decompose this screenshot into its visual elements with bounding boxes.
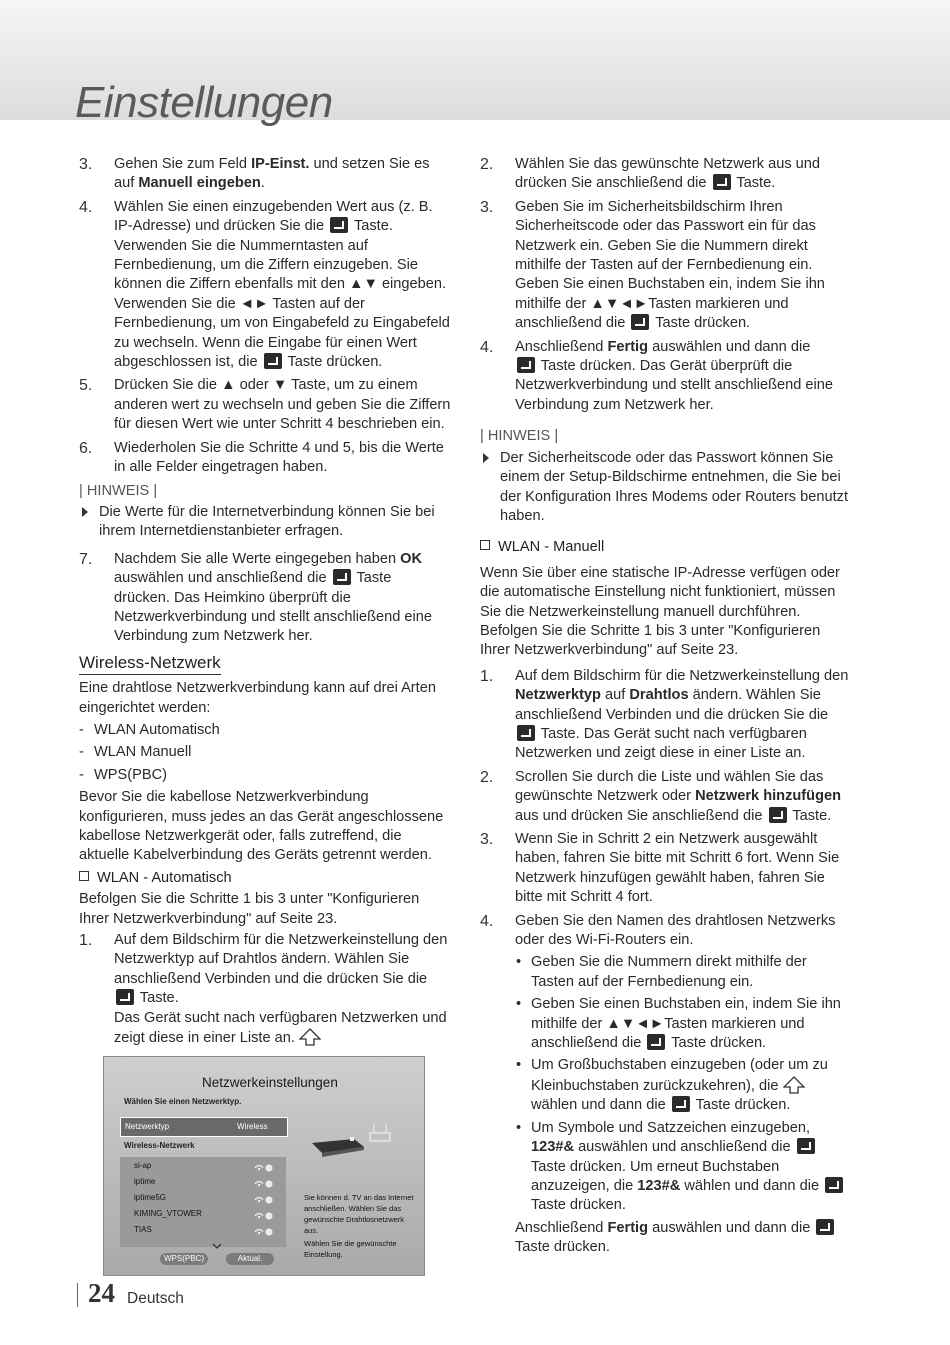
step-text: Taste.	[792, 807, 832, 824]
manual-intro: Wenn Sie über eine statische IP-Adresse verfügen oder die automatische Einstellung nicht funktioniert, müssen Sie die Netzwerkeinstellung manuell durchführen. Befolgen Sie die Schritte 1 bis 3 unter "Konfigurieren Ihrer Netzwerkverbindung" auf Seite 23.	[480, 564, 840, 659]
list-item[interactable]	[134, 1161, 151, 1170]
step-text: Auf dem Bildschirm für die Netzwerkeinstellung den Netzwerktyp auf Drahtlos ändern. Wählen Sie anschließend Verbinden und die drücken Sie die	[114, 932, 448, 987]
bullet-text: Taste drücken. Um erneut Buchstaben anzuzeigen, die	[531, 1158, 780, 1194]
step-text: auswählen und dann die	[648, 1219, 811, 1236]
footer-divider	[77, 1283, 78, 1307]
bullet-text: wählen und dann die	[680, 1177, 820, 1194]
enter-icon	[797, 1138, 815, 1154]
subsection-label: WLAN - Automatisch	[97, 869, 232, 886]
step-text: Taste drücken.	[515, 1239, 610, 1256]
keyboard-shift-icon	[299, 1028, 321, 1046]
footer-language: Deutsch	[127, 1290, 184, 1307]
bullet-item	[515, 1056, 852, 1115]
list-item: - WPS(PBC)	[79, 766, 451, 785]
manual-subsection-title	[480, 538, 852, 557]
bullet-item	[515, 995, 852, 1053]
step-number: 4.	[480, 338, 494, 356]
page-header	[0, 0, 950, 127]
step-6	[79, 439, 451, 478]
step-text: Taste.	[736, 175, 776, 192]
auto-subsection-title	[79, 869, 451, 888]
network-name: si-ap	[134, 1161, 152, 1170]
step-text: Wenn Sie in Schritt 2 ein Netzwerk ausgewählt haben, fahren Sie bitte mit Schritt 6 fort. Wenn Sie Netzwerk hinzufügen gewählt haben, fahren Sie bitte mit Schritt 4 fort.	[515, 831, 840, 906]
right-column	[480, 155, 852, 1262]
hint-item	[480, 449, 852, 527]
page-title: Einstellungen	[75, 78, 333, 127]
step-text: Auf dem Bildschirm für die Netzwerkeinstellung den	[515, 667, 849, 684]
step-7	[79, 550, 451, 647]
enter-icon	[517, 725, 535, 741]
network-name: iptime	[134, 1177, 156, 1186]
bullet-text: auswählen und anschließend die	[574, 1139, 791, 1156]
network-name: TIAS	[134, 1225, 152, 1234]
box-bullet-icon	[79, 871, 89, 881]
wireless-intro: Eine drahtlose Netzwerkverbindung kann auf drei Arten eingerichtet werden:	[79, 680, 436, 716]
step-5	[79, 376, 451, 434]
list-item[interactable]	[134, 1225, 152, 1234]
bullet-text: Geben Sie die Nummern direkt mithilfe der Tasten auf der Fernbedienung ein.	[531, 954, 807, 990]
wireless-network-row[interactable]	[120, 1137, 286, 1155]
hint-item	[79, 503, 451, 542]
list-item[interactable]	[134, 1193, 166, 1202]
enter-icon	[713, 174, 731, 190]
list-item[interactable]	[134, 1209, 202, 1218]
step-text: Taste drücken.	[655, 315, 751, 332]
step-text: Anschließend	[515, 1219, 608, 1236]
auto-intro: Befolgen Sie die Schritte 1 bis 3 unter "Konfigurieren Ihrer Netzwerkverbindung" auf Seite 23.	[79, 891, 420, 927]
step-number: 7.	[79, 550, 93, 568]
row-value: Wireless	[237, 1122, 268, 1131]
step-text: auswählen und anschließend die	[114, 570, 327, 587]
wifi-lock-icon	[254, 1227, 274, 1236]
bullet-text: Um Symbole und Satzzeichen einzugeben,	[531, 1119, 811, 1136]
wifi-lock-icon	[254, 1163, 274, 1172]
bullet-item	[515, 1119, 852, 1216]
box-bullet-icon	[480, 540, 490, 550]
step-text: Geben Sie den Namen des drahtlosen Netzwerks oder des Wi-Fi-Routers ein.	[515, 912, 836, 949]
step-bold: Netzwerk hinzufügen	[695, 788, 842, 805]
network-type-row[interactable]	[120, 1117, 288, 1137]
step-text: und setzen Sie es auf	[114, 156, 430, 192]
step-3-security	[480, 198, 852, 334]
list-item: - WLAN Automatisch	[79, 721, 451, 740]
step-bold: Manuell eingeben	[138, 175, 261, 192]
final-instruction	[515, 1219, 852, 1258]
step-2	[480, 155, 852, 194]
enter-icon	[769, 807, 787, 823]
bullet-text: Taste drücken.	[531, 1197, 626, 1214]
chevron-down-icon[interactable]	[212, 1243, 222, 1249]
step-text: auswählen und dann die	[648, 338, 811, 355]
step-number: 4.	[480, 912, 494, 930]
step-bold: IP-Einst.	[251, 156, 310, 172]
step-text: Das Gerät sucht nach verfügbaren Netzwerken und zeigt diese in einer Liste an.	[114, 1009, 447, 1047]
wifi-lock-icon	[254, 1195, 274, 1204]
step-3	[79, 155, 451, 194]
step-text: aus und drücken Sie anschließend die	[515, 807, 763, 824]
enter-icon	[517, 357, 535, 373]
subsection-label: WLAN - Manuell	[498, 539, 605, 556]
wps-pbc-button[interactable]: WPS(PBC)	[160, 1253, 208, 1265]
bullet-text: wählen und dann die	[531, 1097, 666, 1114]
list-item[interactable]	[134, 1177, 155, 1186]
row-label: Netzwerktyp	[125, 1122, 170, 1131]
page-number: 24	[88, 1278, 115, 1308]
bullet-text: Taste drücken.	[695, 1097, 791, 1114]
left-column	[79, 155, 451, 1052]
network-name: iptime5G	[134, 1193, 167, 1202]
manual-step-2	[480, 768, 852, 826]
step-bold: Netzwerktyp	[515, 687, 601, 704]
before-text: Bevor Sie die kabellose Netzwerkverbindung konfigurieren, muss jedes an das Gerät angeschlossene kabellose Netzwerkgerät oder, falls zutreffend, die aktuelle Kabelverbindung des Geräts getrennt werden.	[79, 789, 444, 864]
wifi-lock-icon	[254, 1179, 274, 1188]
bullet-bold: 123#&	[531, 1139, 575, 1156]
screenshot-info	[304, 1192, 416, 1260]
step-text: Taste. Verwenden Sie die Nummerntasten auf Fernbedienung, um die Ziffern einzugeben. Sie können die Ziffern ebenfalls mit den ▲▼ eingeben. Verwenden Sie die ◄► Tasten auf der Fernbedienung, um von Eingabefeld zu Eingabefeld zu wechseln. Wenn die Eingabe für einen Wert abgeschlossen ist, die	[114, 218, 450, 371]
enter-icon	[116, 989, 134, 1005]
network-settings-screenshot	[103, 1056, 425, 1276]
enter-icon	[264, 353, 282, 369]
manual-step-3	[480, 830, 852, 908]
blu-ray-player-icon	[310, 1135, 366, 1159]
step-text: Drücken Sie die ▲ oder ▼ Taste, um zu einem anderen wert zu wechseln und geben Sie die Ziffern für diesen Wert wie unter Schritt 4 beschrieben ein.	[114, 377, 451, 433]
triangle-bullet-icon	[82, 507, 88, 517]
step-bold: Fertig	[607, 338, 649, 355]
enter-icon	[672, 1096, 690, 1112]
step-number: 3.	[79, 156, 93, 173]
router-icon	[368, 1121, 392, 1143]
step-text: Taste.	[139, 990, 179, 1007]
step-text: .	[260, 175, 265, 192]
step-bold: Fertig	[607, 1219, 649, 1236]
step-text: Nachdem Sie alle Werte eingegeben haben	[114, 550, 401, 567]
enter-icon	[631, 314, 649, 330]
step-number: 1.	[79, 932, 93, 950]
step-bold: OK	[400, 550, 423, 567]
step-number: 1.	[480, 667, 494, 685]
step-text: auf	[600, 687, 630, 704]
step-text: Taste drücken. Das Gerät überprüft die Netzwerkverbindung und stellt anschließend eine Verbindung zum Netzwerk her.	[515, 358, 834, 413]
manual-step-1	[480, 667, 852, 764]
enter-icon	[647, 1034, 665, 1050]
enter-icon	[825, 1177, 843, 1193]
wireless-section-title: Wireless-Netzwerk	[79, 653, 221, 675]
step-number: 4.	[79, 198, 93, 216]
step-number: 3.	[480, 831, 494, 848]
step-bold: Drahtlos	[629, 687, 689, 704]
step-text: Taste drücken. Das Heimkino überprüft die Netzwerkverbindung und stellt anschließend eine Verbindung zum Netzwerk her.	[114, 570, 433, 645]
refresh-button[interactable]: Aktual.	[226, 1253, 274, 1265]
step-text: Wählen Sie einen einzugebenden Wert aus (z. B. IP-Adresse) und drücken Sie die	[114, 198, 433, 235]
step-text: Anschließend	[515, 338, 608, 355]
bullet-item	[515, 953, 852, 992]
list-item: - WLAN Manuell	[79, 743, 451, 762]
step-4-finish	[480, 338, 852, 416]
row-label: Wireless-Netzwerk	[124, 1141, 195, 1150]
step-4	[79, 198, 451, 373]
bullet-bold: 123#&	[637, 1177, 681, 1194]
step-text: Wählen Sie das gewünschte Netzwerk aus und drücken Sie anschließend die	[515, 156, 821, 192]
network-list	[120, 1157, 286, 1247]
screenshot-subtitle: Wählen Sie einen Netzwerktyp.	[124, 1097, 242, 1106]
step-text: Wiederholen Sie die Schritte 4 und 5, bis die Werte in alle Felder eingetragen haben.	[114, 439, 444, 476]
wifi-lock-icon	[254, 1211, 274, 1220]
bullet-text: Um Großbuchstaben einzugeben (oder um zu Kleinbuchstaben zurückzukehren), die	[531, 1057, 828, 1094]
manual-step-4	[480, 912, 852, 1258]
info-text: Wählen Sie die gewünschte Einstellung.	[304, 1239, 397, 1259]
step-text: Geben Sie im Sicherheitsbildschirm Ihren Sicherheitscode oder das Passwort ein für das Netzwerk ein. Geben Sie die Nummern direkt mithilfe der Tasten auf der Fernbedienung ein. Geben Sie einen Buchstaben ein, indem Sie ihn mithilfe der ▲▼◄►Tasten markieren und anschließend die	[515, 198, 825, 332]
step-text: Taste. Das Gerät sucht nach verfügbaren Netzwerken und zeigt diese in einer Liste an.	[515, 725, 807, 762]
step-text: Gehen Sie zum Feld	[114, 156, 252, 172]
hinweis-title: | HINWEIS |	[79, 482, 158, 499]
hint-text: Die Werte für die Internetverbindung können Sie bei ihrem Internetdienstanbieter erfragen.	[99, 503, 435, 540]
hinweis-title: | HINWEIS |	[480, 428, 559, 445]
info-text: Sie können d. TV an das Internet anschließen. Wählen Sie das gewünschte Drahtlosnetzwerk aus.	[304, 1193, 414, 1235]
step-number: 6.	[79, 439, 93, 457]
step-number: 2.	[480, 156, 494, 173]
step-number: 5.	[79, 377, 93, 395]
step-text: ändern. Wählen Sie anschließend Verbinden und die drücken Sie die	[515, 687, 829, 723]
auto-step-1	[79, 931, 451, 1048]
network-name: KIMING_VTOWER	[134, 1209, 202, 1218]
bullet-text: Geben Sie einen Buchstaben ein, indem Sie ihn mithilfe der ▲▼◄►Tasten markieren und anschließend die	[531, 996, 841, 1052]
step-text: Scrollen Sie durch die Liste und wählen Sie das gewünschte Netzwerk oder	[515, 768, 824, 805]
step-text: Taste drücken.	[287, 354, 383, 371]
step-number: 3.	[480, 198, 494, 216]
enter-icon	[816, 1219, 834, 1235]
enter-icon	[333, 569, 351, 585]
bullet-text: Taste drücken.	[671, 1035, 767, 1052]
triangle-bullet-icon	[483, 453, 489, 463]
keyboard-shift-icon	[783, 1076, 805, 1094]
hint-text: Der Sicherheitscode oder das Passwort können Sie einem der Setup-Bildschirme entnehmen, die Sie bei der Konfiguration Ihres Modems oder Routers benutzt haben.	[500, 449, 849, 524]
screenshot-title: Netzwerkeinstellungen	[202, 1075, 338, 1090]
enter-icon	[330, 217, 348, 233]
step-number: 2.	[480, 768, 494, 786]
